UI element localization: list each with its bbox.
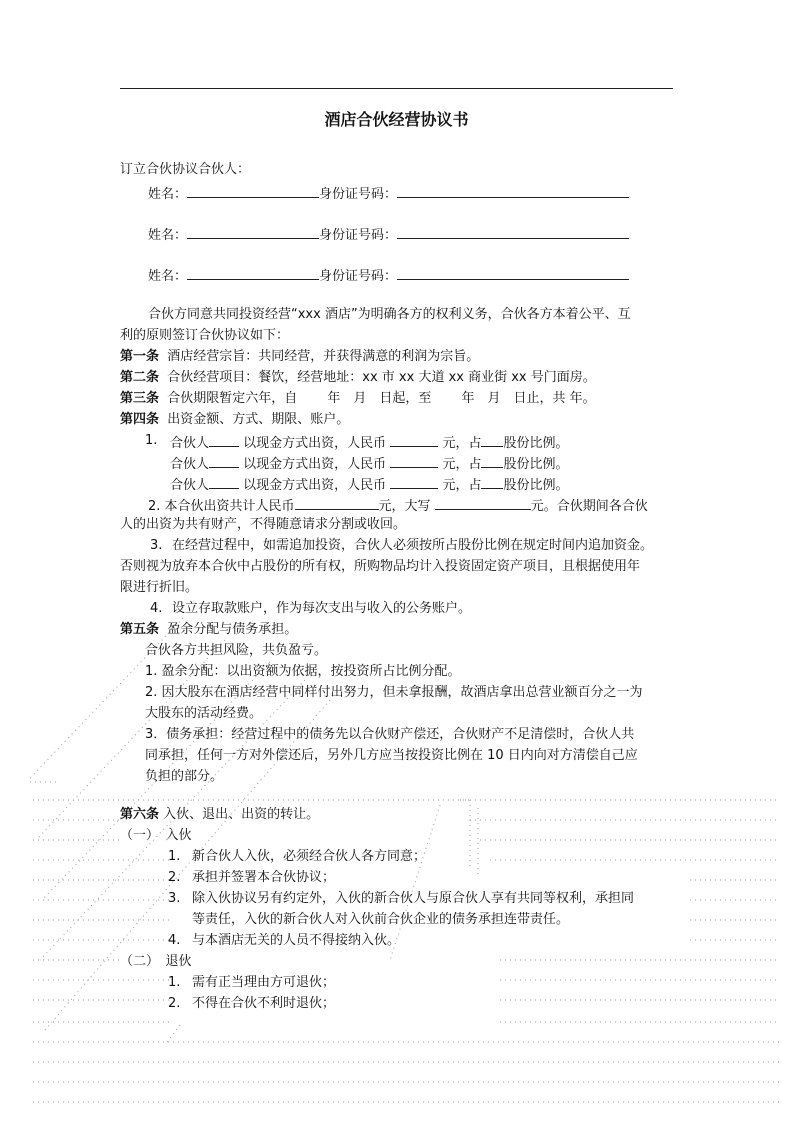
join-item-1: 新合伙人入伙，必须经合伙人各方同意；	[192, 849, 427, 864]
leave-heading: （二） 退伙	[120, 954, 192, 969]
contrib-yuan-label: 元，占	[442, 478, 482, 493]
leave-item-2: 不得在合伙不利时退伙；	[192, 996, 336, 1011]
article-6-head: 第六条	[120, 807, 160, 822]
id-label: 身份证号码：	[319, 228, 398, 243]
contrib-share-blank	[481, 432, 503, 447]
name-blank	[187, 183, 319, 198]
article-5-item-3-line-1: 3．债务承担：经营过程中的债务先以合伙财产偿还，合伙财产不足清偿时，合伙人共	[145, 727, 635, 742]
intro-line: 订立合伙协议合伙人：	[120, 162, 251, 177]
join-heading: （一） 入伙	[120, 828, 192, 843]
leave-item-1-num: 1.	[168, 975, 181, 990]
item-2-tail: 元。合伙期间各合伙	[530, 499, 648, 514]
contrib-cash-label: 以现金方式出资，人民币	[243, 478, 387, 493]
article-3-head: 第三条	[120, 391, 160, 406]
name-blank	[187, 265, 319, 280]
article-4-item-4-num: 4.	[150, 601, 163, 616]
article-3-text: 合伙期限暂定六年，自 年 月 日起，至 年 月 日止，共 年。	[167, 391, 596, 406]
partner-row-2	[148, 224, 629, 245]
article-5-line-0: 合伙各方共担风险，共负盈亏。	[145, 643, 328, 658]
total-capital-blank	[295, 495, 379, 510]
contrib-share-label: 股份比例。	[503, 478, 569, 493]
name-blank	[187, 224, 319, 239]
article-3	[120, 390, 596, 408]
join-item-1-num: 1.	[168, 849, 181, 864]
id-blank	[397, 224, 629, 239]
contrib-partner-label: 合伙人	[170, 457, 210, 472]
join-item-2: 承担并签署本合伙协议；	[192, 870, 336, 885]
contrib-share-blank	[481, 453, 503, 468]
article-4	[120, 411, 349, 429]
id-label: 身份证号码：	[319, 269, 398, 284]
article-5-item-2-line-2: 大股东的活动经费。	[145, 706, 263, 721]
contrib-amount-blank	[390, 432, 438, 447]
preamble-line-2: 利的原则签订合伙协议如下：	[120, 328, 290, 343]
preamble-line-1: 合伙方同意共同投资经营“xxx 酒店”为明确各方的权利义务，合伙各方本着公平、互	[148, 307, 631, 322]
contrib-partner-blank	[209, 432, 239, 447]
name-label: 姓名：	[148, 269, 188, 284]
article-5-item-3-line-2: 同承担，任何一方对外偿还后，另外几方应当按投资比例在 10 日内向对方清偿自己应	[145, 748, 638, 763]
contrib-cash-label: 以现金方式出资，人民币	[243, 436, 387, 451]
article-5-item-3-line-3: 负担的部分。	[145, 769, 224, 784]
article-5	[120, 621, 297, 639]
contrib-partner-label: 合伙人	[170, 436, 210, 451]
partner-row-3	[148, 265, 629, 286]
contrib-share-label: 股份比例。	[503, 457, 569, 472]
join-item-4-num: 4.	[168, 933, 181, 948]
contrib-partner-blank	[209, 474, 239, 489]
article-1-text: 酒店经营宗旨：共同经营，并获得满意的利润为宗旨。	[167, 349, 480, 364]
name-label: 姓名：	[148, 187, 188, 202]
id-blank	[397, 265, 629, 280]
article-1	[120, 348, 479, 366]
total-capital-label: 2. 本合伙出资共计人民币	[148, 499, 295, 514]
article-2	[120, 369, 596, 387]
document-title: 酒店合伙经营协议书	[324, 110, 469, 129]
article-5-item-2-line-1: 2. 因大股东在酒店经营中同样付出努力，但未拿报酬，故酒店拿出总营业额百分之一为	[145, 685, 643, 700]
join-item-2-num: 2.	[168, 870, 181, 885]
capital-words-blank	[435, 495, 531, 510]
article-4-item-3-line-3: 限进行折旧。	[120, 580, 199, 595]
contribution-row-2	[170, 453, 568, 474]
join-item-3-num: 3.	[168, 891, 181, 906]
contrib-share-label: 股份比例。	[503, 436, 569, 451]
contribution-row-1	[170, 432, 568, 453]
article-1-head: 第一条	[120, 349, 160, 364]
article-4-item-3-line-2: 否则视为放弃本合伙中占股份的所有权，所购物品均计入投资固定资产项目，且根据使用年	[120, 559, 641, 574]
article-4-item-2	[148, 495, 648, 516]
article-4-item-3-line-1: 在经营过程中，如需追加投资，合伙人必须按所占股份比例在规定时间内追加资金。	[172, 538, 654, 553]
contrib-share-blank	[481, 474, 503, 489]
leave-item-2-num: 2.	[168, 996, 181, 1011]
contrib-amount-blank	[390, 453, 438, 468]
id-blank	[397, 183, 629, 198]
name-label: 姓名：	[148, 228, 188, 243]
contrib-yuan-label: 元，占	[442, 457, 482, 472]
article-2-head: 第二条	[120, 370, 160, 385]
article-6-text: 入伙、退出、出资的转让。	[163, 807, 320, 822]
article-4-item-1-num: 1.	[145, 433, 158, 448]
contrib-yuan-label: 元，占	[442, 436, 482, 451]
id-label: 身份证号码：	[319, 187, 398, 202]
contrib-amount-blank	[390, 474, 438, 489]
article-5-text: 盈余分配与债务承担。	[167, 622, 298, 637]
contrib-partner-blank	[209, 453, 239, 468]
article-5-item-1: 1. 盈余分配：以出资额为依据，按投资所占比例分配。	[145, 664, 461, 679]
article-4-item-2-line-2: 人的出资为共有财产，不得随意请求分割或收回。	[120, 517, 407, 532]
capital-words-label: 元，大写	[378, 499, 431, 514]
article-4-item-3-num: 3.	[150, 538, 163, 553]
article-4-head: 第四条	[120, 412, 160, 427]
partner-row-1	[148, 183, 629, 204]
article-2-text: 合伙经营项目：餐饮，经营地址：xx 市 xx 大道 xx 商业街 xx 号门面房。	[167, 370, 596, 385]
contribution-row-3	[170, 474, 568, 495]
join-item-3-line-2: 等责任，入伙的新合伙人对入伙前合伙企业的债务承担连带责任。	[192, 912, 570, 927]
top-rule	[120, 88, 673, 89]
join-item-4: 与本酒店无关的人员不得接纳入伙。	[192, 933, 401, 948]
article-6	[120, 806, 319, 824]
article-5-head: 第五条	[120, 622, 160, 637]
article-4-item-4: 设立存取款账户，作为每次支出与收入的公务账户。	[172, 601, 472, 616]
leave-item-1: 需有正当理由方可退伙；	[192, 975, 336, 990]
contrib-partner-label: 合伙人	[170, 478, 210, 493]
contrib-cash-label: 以现金方式出资，人民币	[243, 457, 387, 472]
article-4-text: 出资金额、方式、期限、账户。	[167, 412, 350, 427]
join-item-3-line-1: 除入伙协议另有约定外，入伙的新合伙人与原合伙人享有共同等权利，承担同	[192, 891, 635, 906]
